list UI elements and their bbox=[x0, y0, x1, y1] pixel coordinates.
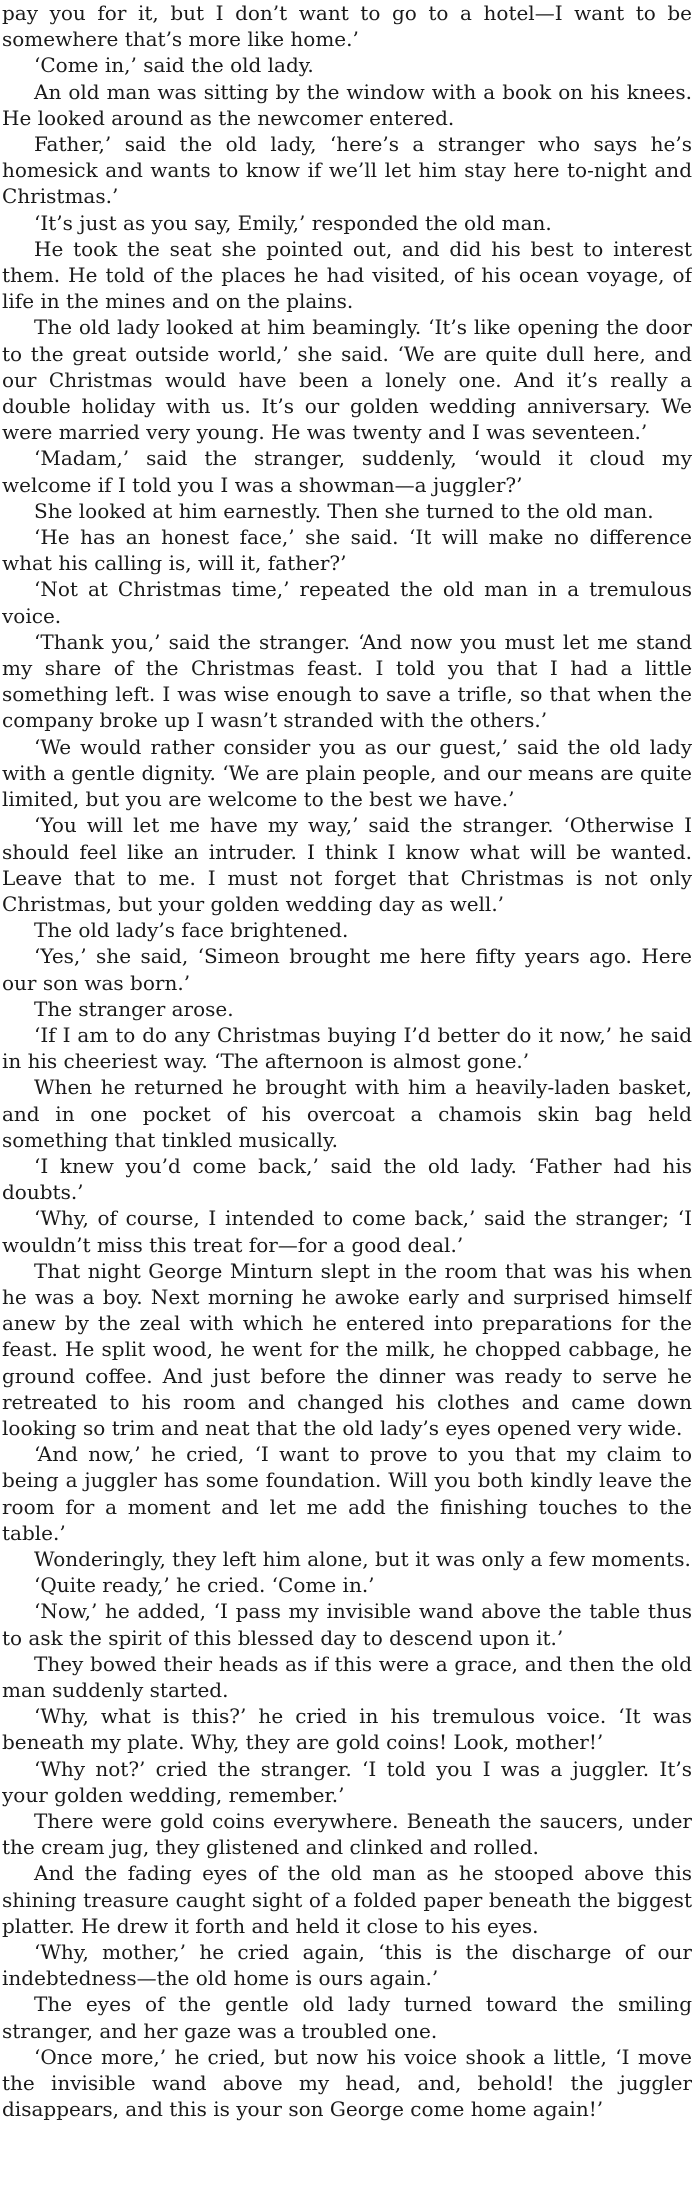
story-paragraph: ‘I knew you’d come back,’ said the old lady. ‘Father had his doubts.’ bbox=[2, 1153, 692, 1205]
story-paragraph: There were gold coins everywhere. Beneath the saucers, under the cream jug, they glistened and clinked and rolled. bbox=[2, 1809, 692, 1860]
story-paragraph: ‘If I am to do any Christmas buying I’d better do it now,’ he said in his cheeriest way. ‘The afternoon is almost gone.’ bbox=[2, 1022, 692, 1074]
story-paragraph: ‘We would rather consider you as our guest,’ said the old lady with a gentle dignity. ‘We are plain people, and our means are quite limited, but you are welcome to the best we have.’ bbox=[2, 734, 692, 812]
story-paragraph: pay you for it, but I don’t want to go to a hotel—I want to be somewhere that’s more like home.’ bbox=[2, 1, 692, 52]
story-paragraph: ‘Once more,’ he cried, but now his voice shook a little, ‘I move the invisible wand above my head, and, behold! the juggler disappears, and this is your son George come home again!’ bbox=[2, 2044, 692, 2122]
story-paragraph: She looked at him earnestly. Then she turned to the old man. bbox=[34, 498, 654, 523]
story-paragraph: ‘Quite ready,’ he cried. ‘Come in.’ bbox=[34, 1573, 375, 1598]
story-paragraph: The stranger arose. bbox=[34, 996, 234, 1021]
story-paragraph: ‘Why, what is this?’ he cried in his tremulous voice. ‘It was beneath my plate. Why, they are gold coins! Look, mother!’ bbox=[2, 1704, 692, 1755]
story-paragraph: ‘Why, mother,’ he cried again, ‘this is the discharge of our indebtedness—the old home is ours again.’ bbox=[2, 1940, 692, 1991]
story-paragraph: He took the seat she pointed out, and did his best to interest them. He told of the places he had visited, of his ocean voyage, of life in the mines and on the plains. bbox=[2, 236, 692, 314]
story-paragraph: ‘Why, of course, I intended to come back,’ said the stranger; ‘I wouldn’t miss this treat for—for a good deal.’ bbox=[2, 1206, 692, 1257]
story-paragraph: ‘And now,’ he cried, ‘I want to prove to you that my claim to being a juggler has some foundation. Will you both kindly leave the room for a moment and let me add the finishing touches to the table.’ bbox=[2, 1442, 692, 1545]
story-paragraph: The old lady’s face brightened. bbox=[34, 918, 349, 943]
story-paragraph: Father,’ said the old lady, ‘here’s a stranger who says he’s homesick and wants to know if we’ll let him stay here to-night and Christmas.’ bbox=[2, 132, 692, 209]
story-paragraph: The eyes of the gentle old lady turned toward the smiling stranger, and her gaze was a troubled one. bbox=[2, 1992, 692, 2043]
story-paragraph: They bowed their heads as if this were a grace, and then the old man suddenly started. bbox=[2, 1651, 692, 1702]
story-paragraph: That night George Minturn slept in the room that was his when he was a boy. Next morning he awoke early and surprised himself anew by the zeal with which he entered into preparations for the feast. He split wood, he went for the milk, he chopped cabbage, he ground coffee. And just before the dinner was ready to serve he retreated to his room and changed his clothes and came down looking so trim and neat that the old lady’s eyes opened very wide. bbox=[2, 1258, 692, 1440]
story-paragraph: And the fading eyes of the old man as he stooped above this shining treasure caught sight of a folded paper beneath the biggest platter. He drew it forth and held it close to his eyes. bbox=[2, 1861, 692, 1938]
story-paragraph: ‘Thank you,’ said the stranger. ‘And now you must let me stand my share of the Christmas feast. I told you that I had a little something left. I was wise enough to save a trifle, so that when the company broke up I wasn’t stranded with the others.’ bbox=[2, 629, 692, 733]
story-paragraph: Wonderingly, they left him alone, but it was only a few moments. bbox=[34, 1546, 691, 1571]
story-paragraph: ‘Madam,’ said the stranger, suddenly, ‘would it cloud my welcome if I told you I was a showman—a juggler?’ bbox=[2, 446, 692, 497]
story-paragraph: ‘You will let me have my way,’ said the stranger. ‘Otherwise I should feel like an intruder. I think I know what will be wanted. Leave that to me. I must not forget that Christmas is not only Christmas, but your golden wedding day as well.’ bbox=[2, 813, 692, 916]
newspaper-column bbox=[2, 0, 692, 2191]
story-paragraph: An old man was sitting by the window with a book on his knees. He looked around as the newcomer entered. bbox=[2, 79, 692, 130]
story-paragraph: ‘It’s just as you say, Emily,’ responded the old man. bbox=[34, 210, 552, 235]
story-paragraph: When he returned he brought with him a heavily-laden basket, and in one pocket of his overcoat a chamois skin bag held something that tinkled musically. bbox=[2, 1075, 692, 1152]
story-paragraph: ‘Now,’ he added, ‘I pass my invisible wand above the table thus to ask the spirit of this blessed day to descend upon it.’ bbox=[2, 1599, 692, 1650]
story-text bbox=[2, 0, 692, 2122]
story-paragraph: ‘Come in,’ said the old lady. bbox=[34, 53, 314, 78]
story-paragraph: ‘Why not?’ cried the stranger. ‘I told you I was a juggler. It’s your golden wedding, remember.’ bbox=[2, 1756, 692, 1807]
story-paragraph: ‘He has an honest face,’ she said. ‘It will make no difference what his calling is, will it, father?’ bbox=[2, 525, 692, 576]
story-paragraph: ‘Not at Christmas time,’ repeated the old man in a tremulous voice. bbox=[2, 577, 692, 628]
story-paragraph: ‘Yes,’ she said, ‘Simeon brought me here fifty years ago. Here our son was born.’ bbox=[2, 944, 692, 995]
story-paragraph: The old lady looked at him beamingly. ‘It’s like opening the door to the great outside world,’ she said. ‘We are quite dull here, and our Christmas would have been a lonely one. And it’s really a double holiday with us. It’s our golden wedding anniversary. We were married very young. He was twenty and I was seventeen.’ bbox=[2, 315, 692, 445]
